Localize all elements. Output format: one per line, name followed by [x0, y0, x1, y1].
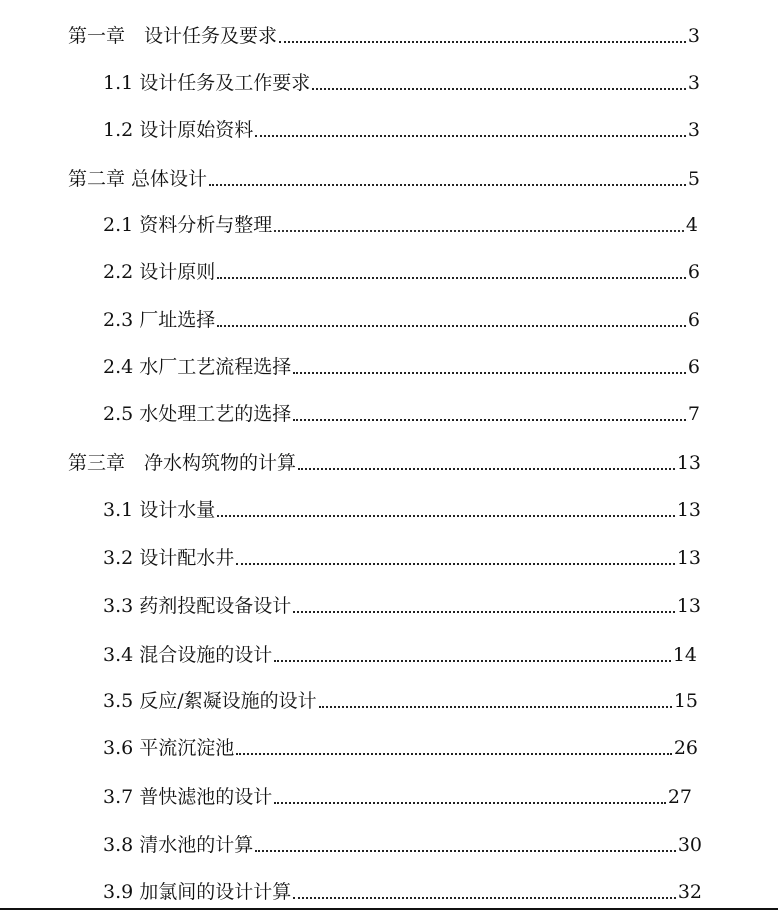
toc-entry-label: 2.5 水处理工艺的选择: [103, 403, 292, 425]
dot-leader: [217, 325, 686, 327]
toc-entry[interactable]: [68, 166, 700, 192]
toc-entry-page: 3: [687, 119, 700, 141]
toc-entry-label: 第二章 总体设计: [68, 168, 208, 190]
toc-entry-page: 13: [676, 452, 701, 474]
toc-entry-page: 32: [677, 881, 702, 903]
dot-leader: [217, 277, 686, 279]
toc-entry[interactable]: [103, 688, 698, 714]
dot-leader: [312, 88, 686, 90]
toc-entry-page: 13: [676, 499, 701, 521]
toc-entry-page: 13: [676, 547, 701, 569]
toc-entry[interactable]: [103, 117, 700, 143]
toc-entry-label: 3.9 加氯间的设计计算: [103, 881, 292, 903]
dot-leader: [274, 802, 666, 804]
toc-entry-label: 2.4 水厂工艺流程选择: [103, 356, 292, 378]
toc-entry-label: 3.5 反应/絮凝设施的设计: [103, 690, 317, 712]
toc-entry[interactable]: [103, 832, 702, 858]
toc-entry[interactable]: [103, 642, 697, 668]
toc-entry-label: 2.2 设计原则: [103, 261, 216, 283]
toc-entry[interactable]: [68, 450, 701, 476]
dot-leader: [319, 706, 672, 708]
dot-leader: [274, 660, 671, 662]
toc-entry-page: 6: [687, 261, 700, 283]
toc-entry[interactable]: [103, 401, 700, 427]
dot-leader: [274, 230, 684, 232]
toc-entry-label: 3.3 药剂投配设备设计: [103, 595, 292, 617]
toc-entry[interactable]: [103, 354, 700, 380]
toc-entry-label: 第三章 净水构筑物的计算: [68, 452, 297, 474]
toc-entry[interactable]: [103, 497, 701, 523]
dot-leader: [293, 419, 686, 421]
toc-entry[interactable]: [103, 593, 701, 619]
toc-entry[interactable]: [103, 545, 701, 571]
toc-entry-label: 3.7 普快滤池的设计: [103, 786, 273, 808]
toc-entry-label: 1.2 设计原始资料: [103, 119, 254, 141]
toc-entry-label: 3.2 设计配水井: [103, 547, 235, 569]
toc-entry-page: 13: [676, 595, 701, 617]
toc-entry-label: 3.8 清水池的计算: [103, 834, 254, 856]
toc-entry-page: 3: [687, 25, 700, 47]
dot-leader: [209, 184, 686, 186]
toc-entry-page: 30: [677, 834, 702, 856]
toc-entry-page: 27: [667, 786, 692, 808]
dot-leader: [293, 611, 675, 613]
toc-entry[interactable]: [103, 70, 700, 96]
toc-entry-page: 15: [673, 690, 698, 712]
toc-entry-label: 1.1 设计任务及工作要求: [103, 72, 311, 94]
dot-leader: [255, 850, 676, 852]
dot-leader: [293, 897, 676, 899]
toc-entry[interactable]: [103, 735, 698, 761]
dot-leader: [236, 563, 675, 565]
toc-entry-label: 3.6 平流沉淀池: [103, 737, 235, 759]
dot-leader: [298, 468, 675, 470]
toc-entry-label: 第一章 设计任务及要求: [68, 25, 278, 47]
dot-leader: [217, 515, 675, 517]
dot-leader: [279, 41, 686, 43]
toc-entry-page: 7: [687, 403, 700, 425]
toc-entry-page: 6: [687, 309, 700, 331]
toc-entry-page: 4: [685, 214, 698, 236]
toc-entry-label: 3.4 混合设施的设计: [103, 644, 273, 666]
toc-entry-page: 3: [687, 72, 700, 94]
toc-entry[interactable]: [103, 212, 698, 238]
toc-entry[interactable]: [103, 879, 702, 905]
toc-entry-page: 6: [687, 356, 700, 378]
dot-leader: [236, 753, 672, 755]
toc-entry[interactable]: [103, 259, 700, 285]
toc-entry-page: 14: [672, 644, 697, 666]
toc-entry-label: 3.1 设计水量: [103, 499, 216, 521]
toc-entry[interactable]: [103, 307, 700, 333]
dot-leader: [255, 135, 686, 137]
toc-entry-label: 2.1 资料分析与整理: [103, 214, 273, 236]
toc-entry[interactable]: [103, 784, 692, 810]
dot-leader: [293, 372, 686, 374]
toc-entry[interactable]: [68, 23, 700, 49]
toc-entry-label: 2.3 厂址选择: [103, 309, 216, 331]
toc-entry-page: 5: [687, 168, 700, 190]
page-bottom-rule: [0, 908, 778, 910]
toc-entry-page: 26: [673, 737, 698, 759]
